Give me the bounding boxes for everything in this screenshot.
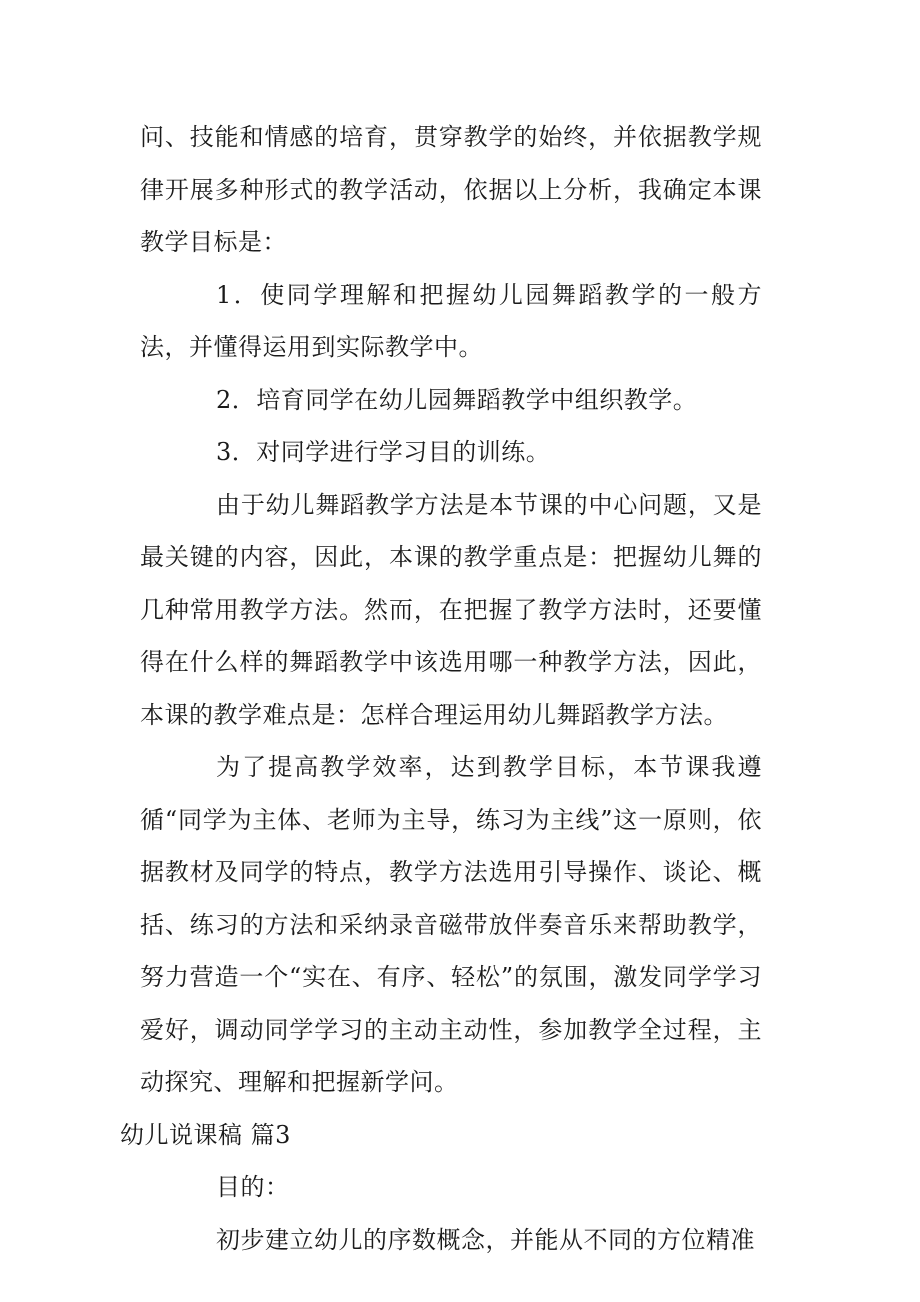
paragraph-teaching-methods: 为了提高教学效率，达到教学目标，本节课我遵循“同学为主体、老师为主导，练习为主线”这一原则，依据教材及同学的特点，教学方法选用引导操作、谈论、概括、练习的方法和采纳录音磁带放伴奏音乐来帮助教学，努力营造一个“实在、有序、轻松”的氛围，激发同学学习爱好，调动同学学习的主动主动性，参加教学全过程，主动探究、理解和把握新学问。 (140, 753, 762, 1096)
goal-item-2: 2．培育同学在幼儿园舞蹈教学中组织教学。 (216, 385, 698, 414)
paragraph-continued: 问、技能和情感的培育，贯穿教学的始终，并依据教学规律开展多种形式的教学活动，依据以上分析，我确定本课教学目标是： (140, 123, 762, 256)
section-purpose-label: 目的： (216, 1173, 290, 1201)
goal-item-1: 1．使同学理解和把握幼儿园舞蹈教学的一般方法，并懂得运用到实际教学中。 (140, 280, 762, 361)
section-purpose-text: 初步建立幼儿的序数概念，并能从不同的方位精准 (216, 1225, 755, 1254)
goal-item-3: 3．对同学进行学习目的训练。 (216, 438, 551, 466)
section-heading: 幼儿说课稿 篇3 (120, 1120, 291, 1149)
paragraph-key-points: 由于幼儿舞蹈教学方法是本节课的中心问题，又是最关键的内容，因此，本课的教学重点是：把握幼儿舞的几种常用教学方法。然而，在把握了教学方法时，还要懂得在什么样的舞蹈教学中该选用哪一种教学方法，因此，本课的教学难点是：怎样合理运用幼儿舞蹈教学方法。 (140, 490, 762, 729)
document-body (120, 111, 762, 1266)
